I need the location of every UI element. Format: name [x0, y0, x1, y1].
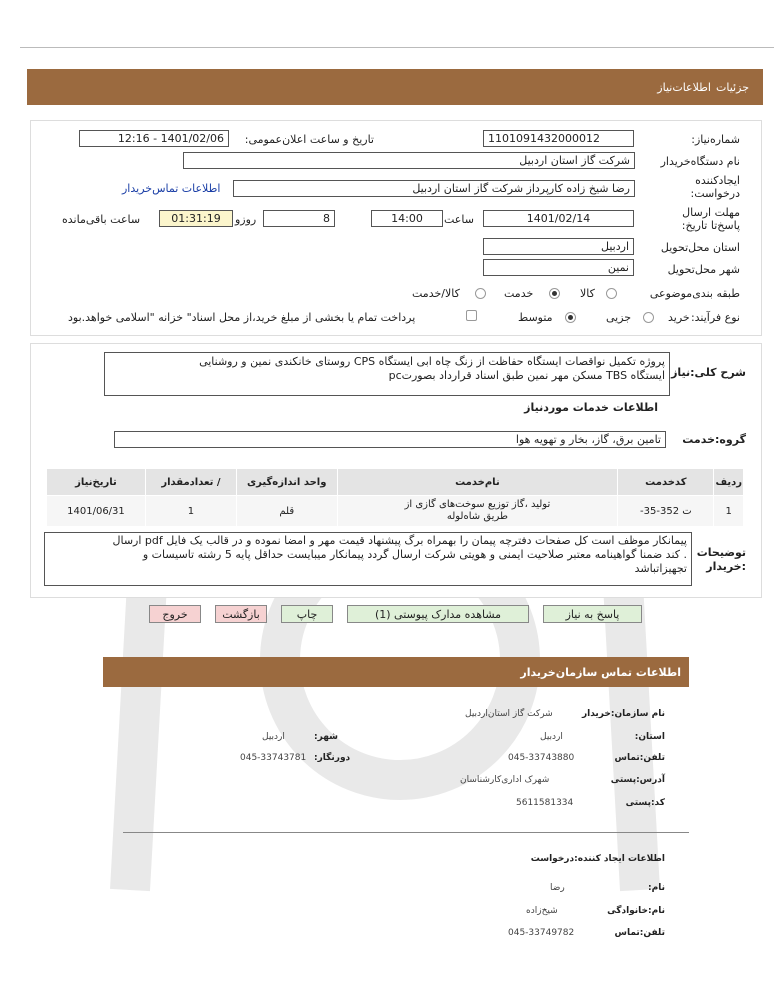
deadline-time-label: ساعت	[444, 213, 474, 226]
creator-family-label: نام:خانوادگی	[607, 906, 665, 916]
remaining-time-label: ساعت باقی‌مانده	[62, 213, 141, 226]
postal-code-label: کد:پستی	[625, 798, 665, 808]
creator-phone-label: تلفن:تماس	[614, 928, 665, 938]
category-both-label: کالا/خدمت	[412, 287, 460, 300]
col-unit: واحد اندازه‌گیری	[236, 469, 337, 496]
fax-value: 045-33743781	[240, 753, 307, 763]
col-service-code: کدخدمت	[618, 469, 714, 496]
col-row: ردیف	[714, 469, 744, 496]
col-service-name: نام‌خدمت	[337, 469, 618, 496]
print-button[interactable]: چاپ	[281, 605, 333, 623]
summary-label: شرح کلی:نیاز	[671, 366, 746, 379]
buyer-notes-box	[44, 532, 692, 586]
contact-divider	[123, 832, 689, 833]
reply-button[interactable]: پاسخ به نیاز	[543, 605, 642, 623]
details-header-bar	[27, 69, 763, 105]
creator-family-value: شیخ‌زاده	[526, 906, 558, 916]
announce-date-label: تاریخ و ساعت اعلان‌عمومی:	[244, 133, 374, 146]
category-goods-radio[interactable]	[606, 288, 617, 299]
col-need-date: تاریخ‌نیاز	[47, 469, 146, 496]
creator-phone-value: 045-33749782	[508, 928, 575, 938]
service-group-label: گروه:خدمت	[682, 433, 746, 446]
category-service-radio[interactable]	[549, 288, 560, 299]
summary-line-2: ایستگاه TBS مسکن مهر نمین طبق اسناد قرارداد بصورتpc	[388, 369, 665, 382]
buyer-contact-link[interactable]: اطلاعات تماس‌خریدار	[122, 182, 221, 195]
process-buy-label: خرید	[668, 311, 690, 324]
top-divider	[20, 47, 774, 48]
city-label: شهر محل‌تحویل	[667, 263, 740, 276]
need-number-field: 1101091432000012	[483, 130, 634, 147]
deadline-label: مهلت ارسال پاسخ‌تا تاریخ:	[681, 206, 740, 232]
deadline-date-field: 1401/02/14	[483, 210, 634, 227]
notes-line-1: پیمانکار موظف است کل صفحات دفترچه پیمان را بهمراه برگ پیشنهاد قیمت مهر و امضا نموده و در قالب یک فایل pdf ارسال	[112, 534, 687, 547]
org-label: نام سازمان:خریدار	[581, 709, 665, 719]
address-label: آدرس:پستی	[610, 775, 665, 785]
province-label: استان محل‌تحویل	[660, 241, 740, 254]
creator-info-heading: اطلاعات ایجاد کننده:درخواست	[530, 854, 665, 864]
days-field: 8	[263, 210, 335, 227]
contact-phone-value: 045-33743880	[508, 753, 575, 763]
view-attachments-button[interactable]: مشاهده مدارک پیوستی (1)	[347, 605, 529, 623]
process-label: نوع فرآیند:	[690, 311, 740, 324]
need-number-label: شماره‌نیاز:	[691, 133, 740, 146]
cell-row: 1	[714, 496, 744, 527]
days-label: روزو	[235, 213, 257, 226]
treasury-payment-checkbox[interactable]	[466, 310, 477, 321]
tab-need-info[interactable]: اطلاعات‌نیاز	[657, 81, 711, 94]
service-group-field: تامین برق، گاز، بخار و تهویه هوا	[114, 431, 666, 448]
cell-unit: قلم	[236, 496, 337, 527]
contact-province-value: اردبیل	[540, 732, 563, 742]
org-value: شرکت گاز استان‌اردبیل	[465, 709, 553, 719]
cell-need-date: 1401/06/31	[47, 496, 146, 527]
creator-label: ایجادکننده درخواست:	[690, 174, 740, 200]
process-medium-radio[interactable]	[565, 312, 576, 323]
contact-city-label: شهر:	[314, 732, 338, 742]
province-field: اردبیل	[483, 238, 634, 255]
summary-line-1: پروژه تکمیل نواقصات ایستگاه حفاظت از زنگ چاه ابی ایستگاه CPS روستای خانکندی نمین و روشنایی	[199, 355, 665, 368]
announce-date-field: 1401/02/06 - 12:16	[79, 130, 229, 147]
table-row	[47, 496, 744, 527]
contact-phone-label: تلفن:تماس	[614, 753, 665, 763]
category-goods-label: کالا	[580, 287, 595, 300]
buyer-contact-heading: اطلاعات تماس سازمان‌خریدار	[520, 666, 681, 679]
cell-service-name: تولید ،گاز توزیع سوخت‌های گازی از طریق شاه‌لوله	[337, 496, 618, 527]
summary-textbox	[104, 352, 670, 396]
category-service-label: خدمت	[504, 287, 534, 300]
tab-details[interactable]: جزئیات	[716, 81, 749, 94]
process-minor-label: جزیی	[606, 311, 632, 324]
back-button[interactable]: بازگشت	[215, 605, 267, 623]
fax-label: دورنگار:	[314, 753, 351, 763]
notes-line-3: تجهیزاتباشد	[634, 562, 687, 575]
creator-field: رضا شیخ زاده کارپرداز شرکت گاز استان اردبیل	[233, 180, 635, 197]
process-medium-label: متوسط	[518, 311, 553, 324]
deadline-time-field: 14:00	[371, 210, 443, 227]
treasury-payment-note: پرداخت تمام یا بخشی از مبلغ خرید،از محل اسناد" خزانه "اسلامی خواهد.بود	[68, 311, 416, 324]
city-field: نمین	[483, 259, 634, 276]
contact-city-value: اردبیل	[262, 732, 285, 742]
category-both-radio[interactable]	[475, 288, 486, 299]
buyer-contact-header	[103, 657, 689, 687]
process-minor-radio[interactable]	[643, 312, 654, 323]
notes-line-2: . کند ضمنا گواهینامه معتبر صلاحیت ایمنی و هویتی شرکت ارسال گردد پیمانکار میبایست حداقل پایه 5 رشته تاسیسات و	[142, 548, 687, 561]
buyer-field: شرکت گاز استان اردبیل	[183, 152, 635, 169]
creator-name-value: رضا	[550, 883, 565, 893]
exit-button[interactable]: خروج	[149, 605, 201, 623]
cell-service-code: ت 352-35-	[618, 496, 714, 527]
contact-province-label: استان:	[634, 732, 665, 742]
services-table	[46, 468, 744, 527]
services-heading: اطلاعات خدمات موردنیاز	[524, 401, 658, 414]
cell-quantity: 1	[145, 496, 236, 527]
remaining-time-field: 01:31:19	[159, 210, 233, 227]
postal-code-value: 5611581334	[516, 798, 574, 808]
creator-name-label: نام:	[648, 883, 665, 893]
buyer-notes-label: توضیحات :خریدار	[696, 546, 746, 573]
address-value: شهرک اداری‌کارشناسان	[460, 775, 550, 785]
buyer-label: نام دستگاه‌خریدار	[660, 155, 740, 168]
category-label: طبقه بندی‌موضوعی	[649, 287, 740, 300]
col-quantity: / تعدادمقدار	[145, 469, 236, 496]
